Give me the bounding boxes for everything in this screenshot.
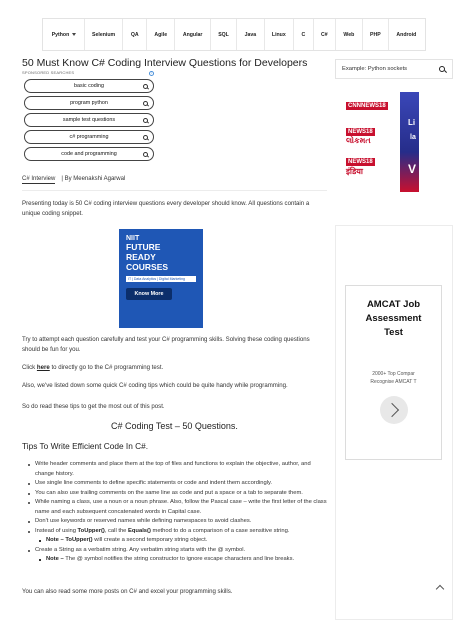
nav-python[interactable] <box>50 19 79 50</box>
nav-divider <box>388 19 389 50</box>
chevron-down-icon <box>72 33 76 36</box>
author: | By Meenakshi Agarwal <box>61 176 126 182</box>
nav-divider <box>293 19 294 50</box>
sponsored-label: SPONSORED SEARCHES <box>22 70 75 75</box>
list-item: Don't use keywords or reserved names while defining namespaces to avoid clashes. <box>28 517 328 527</box>
intro-paragraph: Presenting today is 50 C# coding interview questions every developer should know. All questions contain a unique coding snippet. <box>22 200 310 217</box>
search-icon <box>143 152 148 157</box>
nav-linux[interactable]: Linux <box>271 31 286 38</box>
sponsored-search-button[interactable] <box>24 79 154 93</box>
nav-divider <box>335 19 336 50</box>
news-logo <box>346 102 386 110</box>
nav-divider <box>236 19 237 50</box>
sponsored-search-label: program python <box>70 100 108 106</box>
list-item: Use single line comments to define specific statements or code and indent them accordingly. <box>28 479 328 489</box>
nav-php[interactable]: PHP <box>370 31 381 38</box>
amcat-ad[interactable] <box>345 285 442 460</box>
ad-headline: READY <box>126 252 156 262</box>
search-icon[interactable] <box>439 66 445 72</box>
search-icon <box>143 84 148 89</box>
nav-angular[interactable]: Angular <box>182 31 203 38</box>
news-brand: NEWS18 <box>348 159 373 165</box>
sidebar-search <box>335 59 453 79</box>
news-panel-text: V <box>408 162 417 176</box>
tips-heading: Tips To Write Efficient Code In C#. <box>22 441 149 451</box>
sponsored-search-button[interactable] <box>24 96 154 110</box>
nav-divider <box>174 19 175 50</box>
also-paragraph: Also, we've listed down some quick C# coding tips which could be quite handy while programming. <box>22 382 288 389</box>
here-link[interactable]: here <box>36 364 50 371</box>
page-title: 50 Must Know C# Coding Interview Questions for Developers <box>22 57 308 69</box>
search-icon <box>143 135 148 140</box>
nav-divider <box>264 19 265 50</box>
sponsored-search-button[interactable] <box>24 147 154 161</box>
ad-headline: COURSES <box>126 262 169 272</box>
list-item: Create a String as a verbatim string. Any verbatim string starts with the @ symbol. <box>28 546 328 556</box>
nav-agile[interactable]: Agile <box>154 31 168 38</box>
tips-list <box>28 460 328 565</box>
nav-divider <box>122 19 123 50</box>
top-navigation <box>42 18 426 51</box>
ad-headline: FUTURE <box>126 242 161 252</box>
sponsored-search-label: basic coding <box>74 83 104 89</box>
search-input[interactable] <box>342 66 437 72</box>
text: to directly go to the C# programming test. <box>49 364 164 371</box>
ad-info-icon[interactable]: i <box>149 71 154 76</box>
try-paragraph: Try to attempt each question carefully and test your C# programming skills. Solving these coding questions should be fun for you. <box>22 336 310 353</box>
sponsored-search-label: sample test questions <box>62 117 116 123</box>
ad-arrow-button[interactable] <box>380 396 408 424</box>
category-link[interactable]: C# Interview <box>22 176 56 182</box>
list-subitem: Note – The @ symbol notifies the string constructor to ignore escape characters and line breaks. <box>28 555 328 565</box>
sponsored-search-button[interactable] <box>24 113 154 127</box>
ad-strip: IT | Data Analytics | Digital Marketing <box>126 276 196 282</box>
nav-divider <box>84 19 85 50</box>
niit-ad[interactable] <box>119 229 203 328</box>
sponsored-search-button[interactable] <box>24 130 154 144</box>
search-icon <box>143 118 148 123</box>
divider <box>22 190 327 191</box>
news-brand-sub: इंडिया <box>346 167 363 176</box>
nav-c[interactable]: C <box>301 31 306 38</box>
know-more-button[interactable]: Know More <box>126 288 172 300</box>
nav-selenium[interactable]: Selenium <box>92 31 116 38</box>
list-item: You can also use trailing comments on the same line as code and put a space or a tab to separate them. <box>28 489 328 499</box>
news-panel-text: Li <box>408 118 416 127</box>
list-item: Instead of using ToUpper(), call the Equals() method to do a comparison of a case sensitive string. <box>28 527 328 537</box>
news-ad-panel[interactable] <box>400 92 419 192</box>
search-icon <box>143 101 148 106</box>
sponsored-searches <box>22 70 156 165</box>
nav-divider <box>210 19 211 50</box>
news-brand-sub: લોકમત <box>346 136 371 145</box>
news-panel-text: la <box>410 134 416 141</box>
read-paragraph: So do read these tips to get the most out of this post. <box>22 403 165 410</box>
text: Click <box>22 364 37 371</box>
list-item: While naming a class, use a noun or a noun phrase. Also, follow the Pascal case – write the first letter of the class name and each subsequent concatenated words in Capital case. <box>28 498 328 517</box>
nav-divider <box>146 19 147 50</box>
news-logo <box>346 128 386 146</box>
byline <box>22 176 125 184</box>
nav-web[interactable]: Web <box>343 31 355 38</box>
news-brand: NEWS18 <box>348 129 373 135</box>
chevron-right-icon <box>384 403 398 417</box>
nav-qa[interactable]: QA <box>130 31 139 38</box>
sponsored-search-label: c# programming <box>69 134 109 140</box>
nav-java[interactable]: Java <box>244 31 257 38</box>
nav-android[interactable]: Android <box>396 31 417 38</box>
list-subitem: Note – ToUpper() will create a second temporary string object. <box>28 536 328 546</box>
nav-label: Python <box>51 31 70 38</box>
footer-paragraph: You can also read some more posts on C# and excel your programming skills. <box>22 588 233 595</box>
list-item: Write header comments and place them at the top of files and functions to explain the objective, author, and change history. <box>28 460 328 479</box>
nav-csharp[interactable]: C# <box>321 31 328 38</box>
click-paragraph <box>22 363 328 373</box>
nav-sql[interactable]: SQL <box>218 31 229 38</box>
ad-title: AMCAT Job Assessment Test <box>365 299 422 338</box>
ad-subtitle: 2000+ Top Compar Recognise AMCAT T <box>370 371 417 385</box>
nav-divider <box>362 19 363 50</box>
niit-logo: NIIT <box>126 235 140 242</box>
nav-divider <box>313 19 314 50</box>
test-heading: C# Coding Test – 50 Questions. <box>111 421 238 431</box>
news-logo <box>346 158 386 177</box>
sponsored-search-label: code and programming <box>61 151 117 157</box>
news-brand: CNNNEWS18 <box>348 103 386 109</box>
